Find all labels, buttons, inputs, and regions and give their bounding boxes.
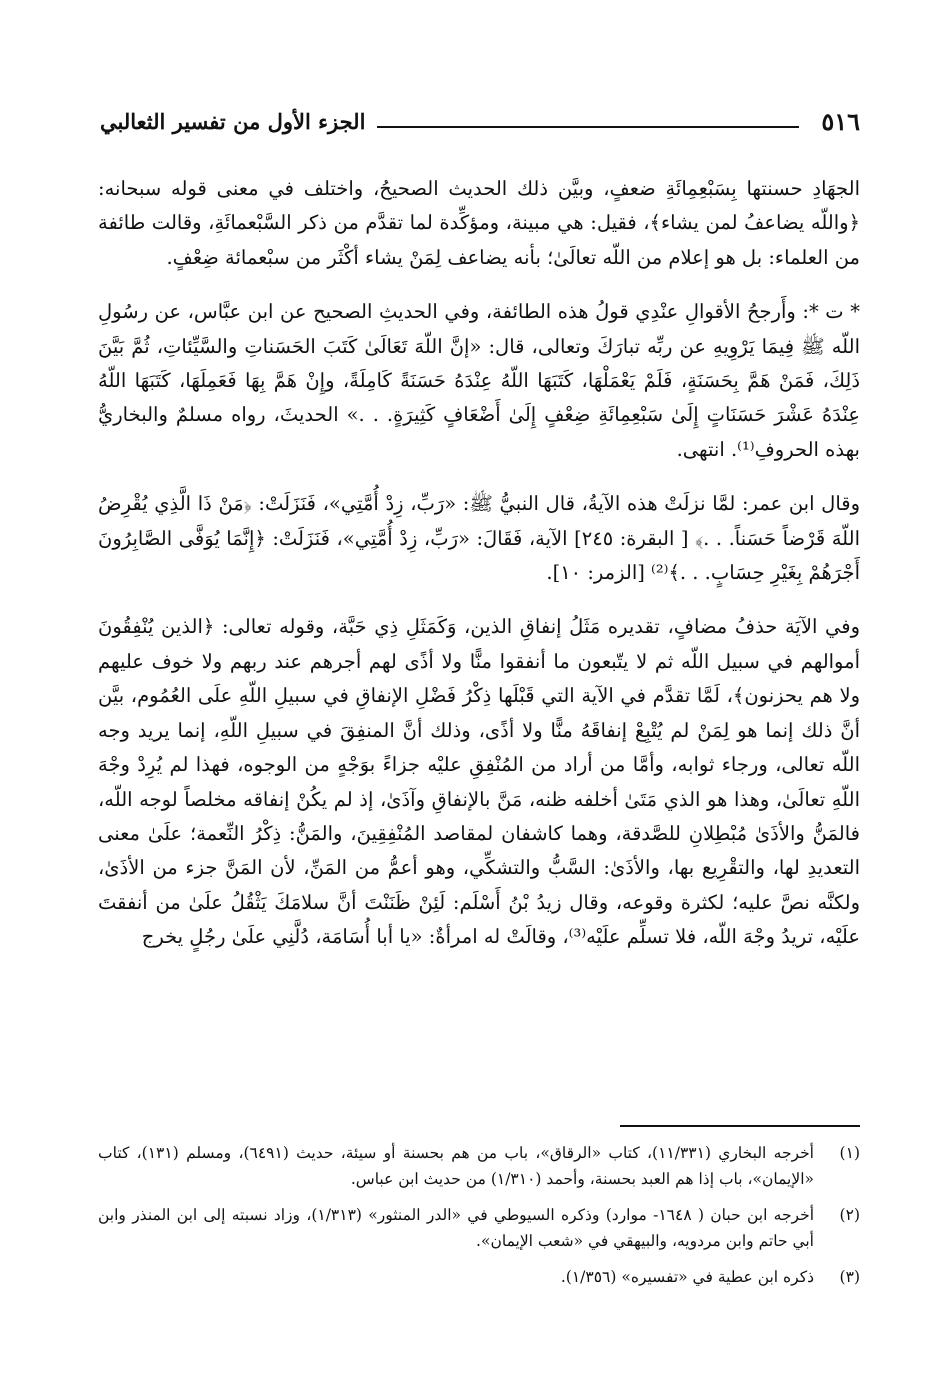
paragraph-4: وفي الآيَة حذفُ مضافٍ، تقديره مَثَلُ إنفاقِ الذين، وَكَمَثَلِ ذِي حَبَّة، وقوله تعالى: ﴿الذين يُنْفِقُونَ أموالهم في سبيل اللّه ثم لا يتّبعون ما أنفقوا منًّا ولا أذًى لهم أجرهم عند ربهم ولا خوف عليهم ولا هم يحزنون﴾، لَمَّا تقدَّم في الآية التي قَبْلَها ذِكْرُ فَضْلِ الإنفاقِ في سبيلِ اللّهِ علَى العُمُوم، بيَّن أنَّ ذلك إنما هو لِمَنْ لم يُتْبِعْ إنفاقَهُ منًّا ولا أذًى، وذلك أنَّ المنفِقَ في سبيلِ اللّهِ، إنما يريد وجه اللّه تعالى، ورجاء ثوابه، وأمَّا من أراد من المُنْفِقِ عليْه جزاءً بوَجْهٍ من الوجوه، فهذا لم يُرِدْ وجْهَ اللّهِ تعالَىٰ، وهذا هو الذي مَتَىٰ أخلفه ظنه، مَنَّ بالإنفاقِ وآذَىٰ، إذ لم يكُنْ إنفاقه مخلصاً لوجه اللّه، فالمَنُّ والأذَىٰ مُبْطِلانِ للصَّدقة، وهما كاشفان لمقاصد المُنْفِقِينَ، والمَنُّ: ذِكْرُ النِّعمة؛ علَىٰ معنى التعديدِ لها، والتقْرِيع بها، والأذَىٰ: السَّبُّ والتشكِّي، وهو أعمُّ من المَنِّ، لأن المَنَّ جزء من الأذَىٰ، ولكنَّه نصَّ عليه؛ لكثرة وقوعه، وقال زيدُ بْنُ أَسْلَم: لَئِنْ ظَنَنْتَ أنَّ سلامَكَ يَثْقُلُ علَىٰ من أنفقتَ علَيْه، تريدُ وجْهَ اللّه، فلا تسلِّم علَيْه⁽³⁾، وقالَتْ له امرأةٌ: «يا أبا أُسَامَة، دُلَّنِي علَىٰ رجُلٍ يخرج	[98, 615, 860, 949]
footnote-text: ذكره ابن عطية في «تفسيره» (١/٣٥٦).	[560, 1268, 814, 1286]
paragraph-2: * ت *: وأَرجحُ الأقوالِ عنْدِي قولُ هذه الطائفة، وفي الحديثِ الصحيح عن ابن عبَّاس، عن رسُولِ اللّه ﷺ فِيمَا يَرْوِيهِ عن ربِّه تبارَكَ وتعالى، قال: «إنَّ اللّهَ تَعَالَىٰ كَتَبَ الحَسَناتِ والسَّيِّئاتِ، ثُمَّ بَيَّنَ ذَلِكَ، فَمَنْ هَمَّ بِحَسَنَةٍ، فَلَمْ يَعْمَلْهَا، كَتَبَهَا اللّهُ عِنْدَهُ حَسَنَةً كَامِلَةً، وإِنْ هَمَّ بِهَا فَعَمِلَهَا، كَتَبَهَا اللّهُ عِنْدَهُ عَشْرَ حَسَنَاتٍ إِلَىٰ سَبْعِمِائَةِ ضِعْفٍ إِلَىٰ أَضْعَافٍ كَثِيرَةٍ. . .» الحديثَ، رواه مسلمٌ والبخاريُّ بهذه الحروفِ⁽¹⁾. انتهى.	[98, 300, 860, 461]
paragraph-1: الجهَادِ حسنتها بِسَبْعِمِائَةِ ضعفٍ، وبيَّن ذلك الحديث الصحيحُ، واختلف في معنى قوله سبحانه: ﴿واللّه يضاعفُ لمن يشاء﴾، فقيل: هي مبينة، ومؤكِّدة لما تقدَّم من ذكر السَّبْعمائَةِ، وقالت طائفة من العلماء: بل هو إعلام من اللّه تعالَىٰ؛ بأنه يضاعف لِمَنْ يشاء أكْثَر من سبْعمائة ضِعْفٍ.	[98, 177, 860, 269]
running-title: الجزء الأول من تفسير الثعالبي	[100, 108, 366, 134]
footnote-text: أخرجه ابن حبان ( ١٦٤٨- موارد) وذكره السيوطي في «الدر المنثور» (١/٣١٣)، وزاد نسبته إلى ابن المنذر وابن أبي حاتم وابن مردويه، والبيهقي في «شعب الإيمان».	[98, 1206, 815, 1250]
page-number: ٥١٦	[821, 106, 860, 136]
header-rule	[377, 126, 799, 128]
paragraph-3: وقال ابن عمر: لمَّا نزلَتْ هذه الآيةُ، قال النبيُّ ﷺ: «رَبِّ، زِدْ أُمَّتِي»، فَنَزَلَتْ: ﴿مَنْ ذَا الَّذِي يُقْرِضُ اللّهَ قَرْضاً حَسَناً. . .﴾ [ البقرة: ٢٤٥] الآية، فَقَالَ: «رَبِّ، زِدْ أُمَّتِي»، فَنَزَلَتْ: ﴿إِنَّمَا يُوَفَّى الصَّابِرُونَ أَجْرَهُمْ بِغَيْرِ حِسَابٍ. . .﴾⁽²⁾ [الزمر: ١٠].	[98, 492, 860, 585]
footnote-separator	[620, 1125, 860, 1127]
footnote-text: أخرجه البخاري (١١/٣٣١)، كتاب «الرقاق»، باب من هم بحسنة أو سيئة، حديث (٦٤٩١)، ومسلم (١٣١)، كتاب «الإيمان»، باب إذا هم العبد بحسنة، وأحمد (١/٣١٠) من حديث ابن عباس.	[98, 1144, 814, 1188]
footnote-3	[98, 1264, 860, 1290]
main-text	[98, 172, 860, 975]
footnote-number: (٢)	[839, 1206, 860, 1224]
footnote-number: (٣)	[839, 1268, 860, 1286]
footnotes	[98, 1140, 860, 1300]
footnote-1	[98, 1140, 860, 1192]
footnote-number: (١)	[839, 1144, 860, 1162]
page-header	[100, 96, 860, 146]
footnote-2	[98, 1202, 860, 1254]
